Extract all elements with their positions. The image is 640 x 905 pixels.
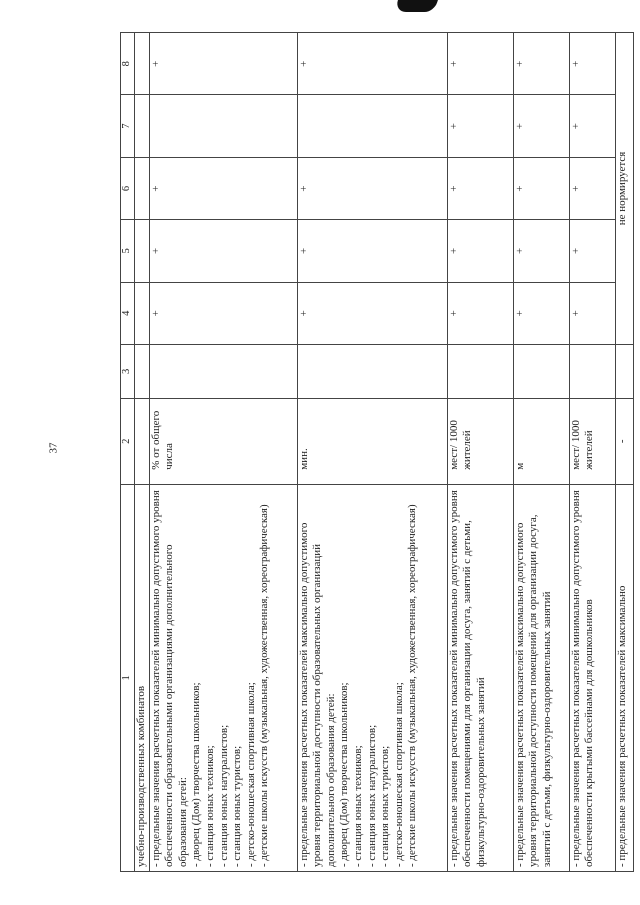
value-cell: + — [569, 33, 615, 95]
standards-table — [120, 32, 634, 872]
header-cell: 8 — [121, 33, 135, 95]
value-cell: + — [513, 95, 569, 157]
unit-cell — [135, 398, 150, 484]
value-cell: + — [569, 95, 615, 157]
value-cell: + — [569, 157, 615, 219]
value-cell: + — [513, 157, 569, 219]
value-cell — [135, 220, 150, 282]
value-cell: + — [149, 33, 297, 95]
indicator-cell: - предельные значения расчетных показателей максимально — [615, 484, 633, 871]
not-regulated-cell: не нормируется — [615, 33, 633, 345]
unit-cell: м — [513, 398, 569, 484]
value-cell: + — [297, 33, 447, 95]
page-number: 37 — [47, 442, 60, 454]
value-cell — [297, 95, 447, 157]
value-cell: + — [297, 157, 447, 219]
value-cell — [569, 344, 615, 398]
header-cell: 4 — [121, 282, 135, 344]
unit-cell: % от общего числа — [149, 398, 297, 484]
value-cell: + — [149, 220, 297, 282]
indicator-cell: - предельные значения расчетных показателей минимально допустимого уровня обеспеченности крытыми бассейнами для дошкольников — [569, 484, 615, 871]
value-cell: + — [447, 220, 513, 282]
value-cell: + — [447, 95, 513, 157]
indicator-cell: - предельные значения расчетных показателей максимально допустимого уровня территориальной доступности помещений для организации досуга, занятий с детьми, физкультурно-оздоровительных занятий — [513, 484, 569, 871]
value-cell: + — [513, 33, 569, 95]
table-row — [615, 33, 633, 872]
scan-artifact — [394, 0, 438, 12]
header-cell: 5 — [121, 220, 135, 282]
unit-cell: - — [615, 398, 633, 484]
value-cell — [135, 282, 150, 344]
header-cell: 7 — [121, 95, 135, 157]
value-cell — [135, 344, 150, 398]
header-cell: 1 — [121, 484, 135, 871]
value-cell: + — [447, 282, 513, 344]
indicator-cell: - предельные значения расчетных показателей минимально допустимого уровня обеспеченности помещениями для организации досуга, занятий с детьми, физкультурно-оздоровительных занятий — [447, 484, 513, 871]
value-cell — [149, 344, 297, 398]
value-cell: + — [447, 157, 513, 219]
value-cell — [135, 33, 150, 95]
value-cell: + — [447, 33, 513, 95]
value-cell — [135, 95, 150, 157]
value-cell: + — [149, 282, 297, 344]
unit-cell: мест/ 1000 жителей — [569, 398, 615, 484]
indicator-cell: учебно-производственных комбинатов — [135, 484, 150, 871]
unit-cell: мест/ 1000 жителей — [447, 398, 513, 484]
value-cell — [615, 344, 633, 398]
value-cell: + — [513, 220, 569, 282]
table-row — [297, 33, 447, 872]
value-cell: + — [149, 157, 297, 219]
value-cell — [135, 157, 150, 219]
table-row — [135, 33, 150, 872]
rotated-table-container — [120, 32, 632, 872]
indicator-cell: - предельные значения расчетных показателей максимально допустимого уровня территориальной доступности образовательных организаций дополнительного образования детей: - дворец (Дом) творчества школьников; - станция юных техников; - станция юных натуралистов; - станция юных туристов; - детско-юношеская спортивная школа; - детские школы искусств (музыкальная, художественная, хореографическая) — [297, 484, 447, 871]
value-cell — [513, 344, 569, 398]
value-cell — [447, 344, 513, 398]
table-row — [149, 33, 297, 872]
value-cell: + — [297, 282, 447, 344]
value-cell: + — [513, 282, 569, 344]
table-row — [513, 33, 569, 872]
unit-cell: мин. — [297, 398, 447, 484]
header-cell: 3 — [121, 344, 135, 398]
value-cell: + — [569, 282, 615, 344]
value-cell — [149, 95, 297, 157]
value-cell: + — [297, 220, 447, 282]
header-cell: 6 — [121, 157, 135, 219]
header-cell: 2 — [121, 398, 135, 484]
value-cell — [297, 344, 447, 398]
table-row — [569, 33, 615, 872]
header-row — [121, 33, 135, 872]
indicator-cell: - предельные значения расчетных показателей минимально допустимого уровня обеспеченности образовательными организациями дополнительного образования детей: - дворец (Дом) творчества школьников; - станция юных техников; - станция юных натуралистов; - станция юных туристов; - детско-юношеская спортивная школа; - детские школы искусств (музыкальная, художественная, хореографическая) — [149, 484, 297, 871]
table-row — [447, 33, 513, 872]
value-cell: + — [569, 220, 615, 282]
